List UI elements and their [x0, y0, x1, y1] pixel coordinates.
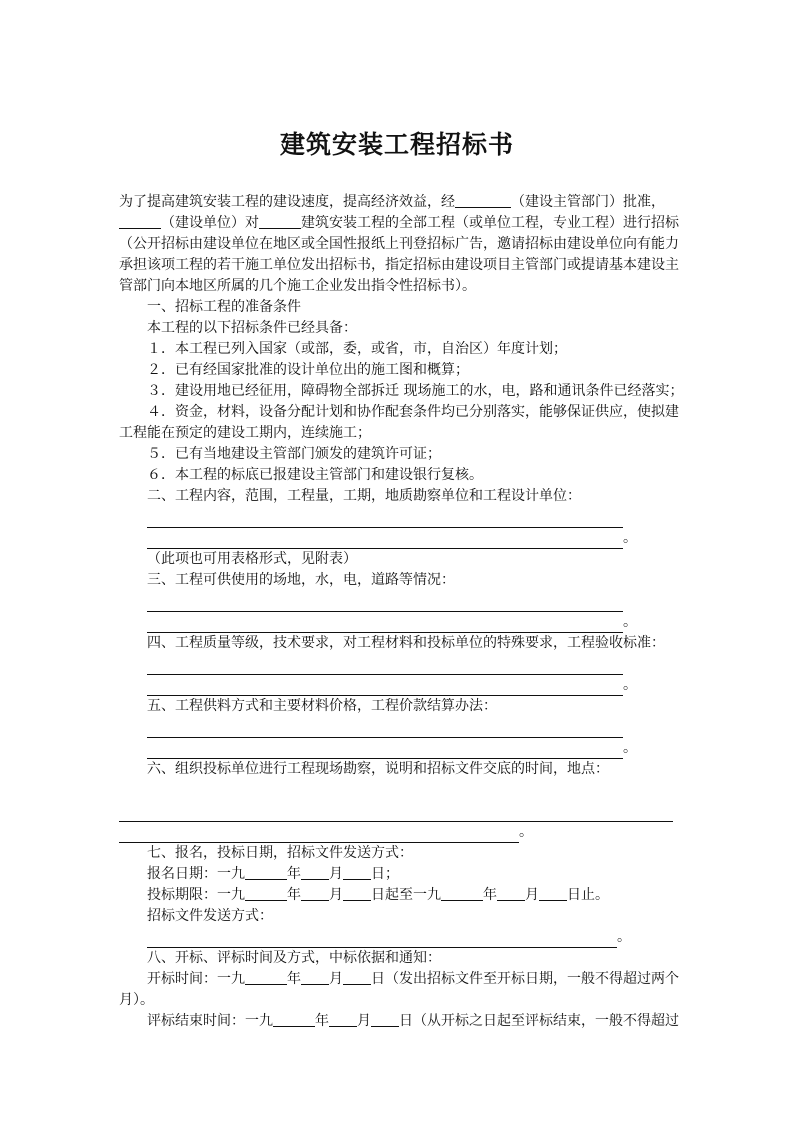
year-label: 年: [287, 971, 301, 987]
condition-5: ５．已有当地建设主管部门颁发的建筑许可证；: [147, 446, 441, 462]
bid-period-label: 投标期限：一九: [147, 887, 245, 903]
year-label: 年: [315, 1013, 329, 1029]
period: 。: [519, 824, 533, 840]
intro-line-1: [119, 192, 677, 213]
fill-line: [119, 528, 677, 549]
blank-day: [343, 970, 371, 985]
opening-time-line: [119, 969, 677, 990]
registration-date-line: [119, 864, 677, 885]
intro-text: （建设单位）对: [161, 215, 259, 231]
section-4-heading: 四、工程质量等级，技术要求，对工程材料和投标单位的特殊要求，工程验收标准：: [147, 635, 665, 651]
section-3-heading: 三、工程可供使用的场地，水，电，道路等情况：: [147, 572, 455, 588]
period: 。: [623, 740, 637, 756]
fill-line: [119, 801, 677, 822]
condition-4: ４．资金，材料，设备分配计划和协作配套条件均已分别落实，能够保证供应，使拟建: [147, 404, 679, 420]
fill-line: [119, 654, 677, 675]
intro-text: 为了提高建筑安装工程的建设速度，提高经济效益，经: [119, 194, 455, 210]
evaluation-end-note: （从开标之日起至评标结束，一般不得超过: [413, 1013, 679, 1029]
section-1-lead: 本工程的以下招标条件已经具备：: [147, 320, 357, 336]
period: 。: [623, 677, 637, 693]
blank-line: [147, 674, 623, 675]
year-label: 年: [287, 887, 301, 903]
opening-time-note: （发出招标文件至开标日期，一般不得超过两个: [385, 971, 679, 987]
evaluation-end-label: 评标结束时间：一九: [147, 1013, 273, 1029]
blank-month: [301, 970, 329, 985]
period: 。: [623, 614, 637, 630]
period: 。: [623, 530, 637, 546]
blank-year: [441, 886, 483, 901]
section-8-heading: 八、开标、评标时间及方式，中标依据和通知：: [147, 950, 441, 966]
blank-line: [147, 737, 623, 738]
month-label: 月: [329, 866, 343, 882]
document-body: [119, 192, 684, 1032]
condition-6: ６．本工程的标底已报建设主管部门和建设银行复核。: [147, 467, 483, 483]
section-2-heading: 二、工程内容，范围，工程量，工期，地质勘察单位和工程设计单位：: [147, 488, 581, 504]
bid-period-mid: 日起至一九: [371, 887, 441, 903]
intro-text: （建设主管部门）批准，: [511, 194, 665, 210]
blank-year: [245, 970, 287, 985]
opening-time-cont: 月）。: [119, 992, 154, 1008]
blank-month: [301, 865, 329, 880]
year-label: 年: [483, 887, 497, 903]
section-1-heading: 一、招标工程的准备条件: [147, 299, 301, 315]
send-method-label: 招标文件发送方式：: [147, 908, 273, 924]
fill-line: [119, 591, 677, 612]
blank-year: [273, 1012, 315, 1027]
day-label: 日: [371, 971, 385, 987]
blank-line: [147, 527, 623, 528]
day-label: 日: [399, 1013, 413, 1029]
fill-line: [119, 612, 677, 633]
intro-line-4: 承担该项工程的若干施工单位发出招标书，指定招标由建设项目主管部门或提请基本建设主: [119, 257, 679, 273]
section-5-heading: 五、工程供料方式和主要材料价格，工程价款结算办法：: [147, 698, 497, 714]
fill-line: [119, 717, 677, 738]
blank-day: [371, 1012, 399, 1027]
fill-line: [119, 822, 677, 843]
fill-line: [119, 675, 677, 696]
blank-month: [301, 886, 329, 901]
condition-4-cont: 工程能在预定的建设工期内，连续施工；: [119, 425, 371, 441]
fill-line: [119, 738, 677, 759]
intro-line-5: 管部门向本地区所属的几个施工企业发出指令性招标书）。: [119, 278, 476, 294]
fill-line: [119, 927, 677, 948]
month-label: 月: [329, 887, 343, 903]
condition-2: ２．已有经国家批准的设计单位出的施工图和概算；: [147, 362, 469, 378]
section-2-note: （此项也可用表格形式，见附表）: [147, 551, 357, 567]
year-label: 年: [287, 866, 301, 882]
evaluation-end-line: [119, 1011, 677, 1032]
bid-period-line: [119, 885, 677, 906]
blank-day: [343, 865, 371, 880]
intro-line-3: （公开招标由建设单位在地区或全国性报纸上刊登招标广告，邀请招标由建设单位向有能力: [119, 236, 679, 252]
fill-line: [119, 507, 677, 528]
blank-month: [497, 886, 525, 901]
condition-1: １．本工程已列入国家（或部，委，或省，市，自治区）年度计划；: [147, 341, 567, 357]
period: 。: [617, 929, 631, 945]
section-6-heading: 六、组织投标单位进行工程现场勘察，说明和招标文件交底的时间，地点：: [147, 761, 609, 777]
registration-date-label: 报名日期：一九: [147, 866, 245, 882]
blank-line: [119, 821, 673, 822]
opening-time-label: 开标时间：一九: [147, 971, 245, 987]
blank-client: [119, 214, 161, 229]
day-label: 日；: [371, 866, 399, 882]
condition-3: ３．建设用地已经征用，障碍物全部拆迁 现场施工的水，电，路和通讯条件已经落实；: [147, 383, 684, 399]
blank-authority: [455, 193, 511, 208]
bid-period-end: 日止。: [567, 887, 609, 903]
month-label: 月: [525, 887, 539, 903]
intro-line-2: [119, 213, 677, 234]
month-label: 月: [329, 971, 343, 987]
blank-month: [329, 1012, 357, 1027]
blank-day: [343, 886, 371, 901]
blank-project: [259, 214, 301, 229]
blank-day: [539, 886, 567, 901]
blank-year: [245, 865, 287, 880]
blank-year: [245, 886, 287, 901]
intro-text: 建筑安装工程的全部工程（或单位工程，专业工程）进行招标: [301, 215, 679, 231]
month-label: 月: [357, 1013, 371, 1029]
blank-line: [147, 611, 623, 612]
document-title: 建筑安装工程招标书: [279, 130, 514, 159]
section-7-heading: 七、报名，投标日期，招标文件发送方式：: [147, 845, 413, 861]
